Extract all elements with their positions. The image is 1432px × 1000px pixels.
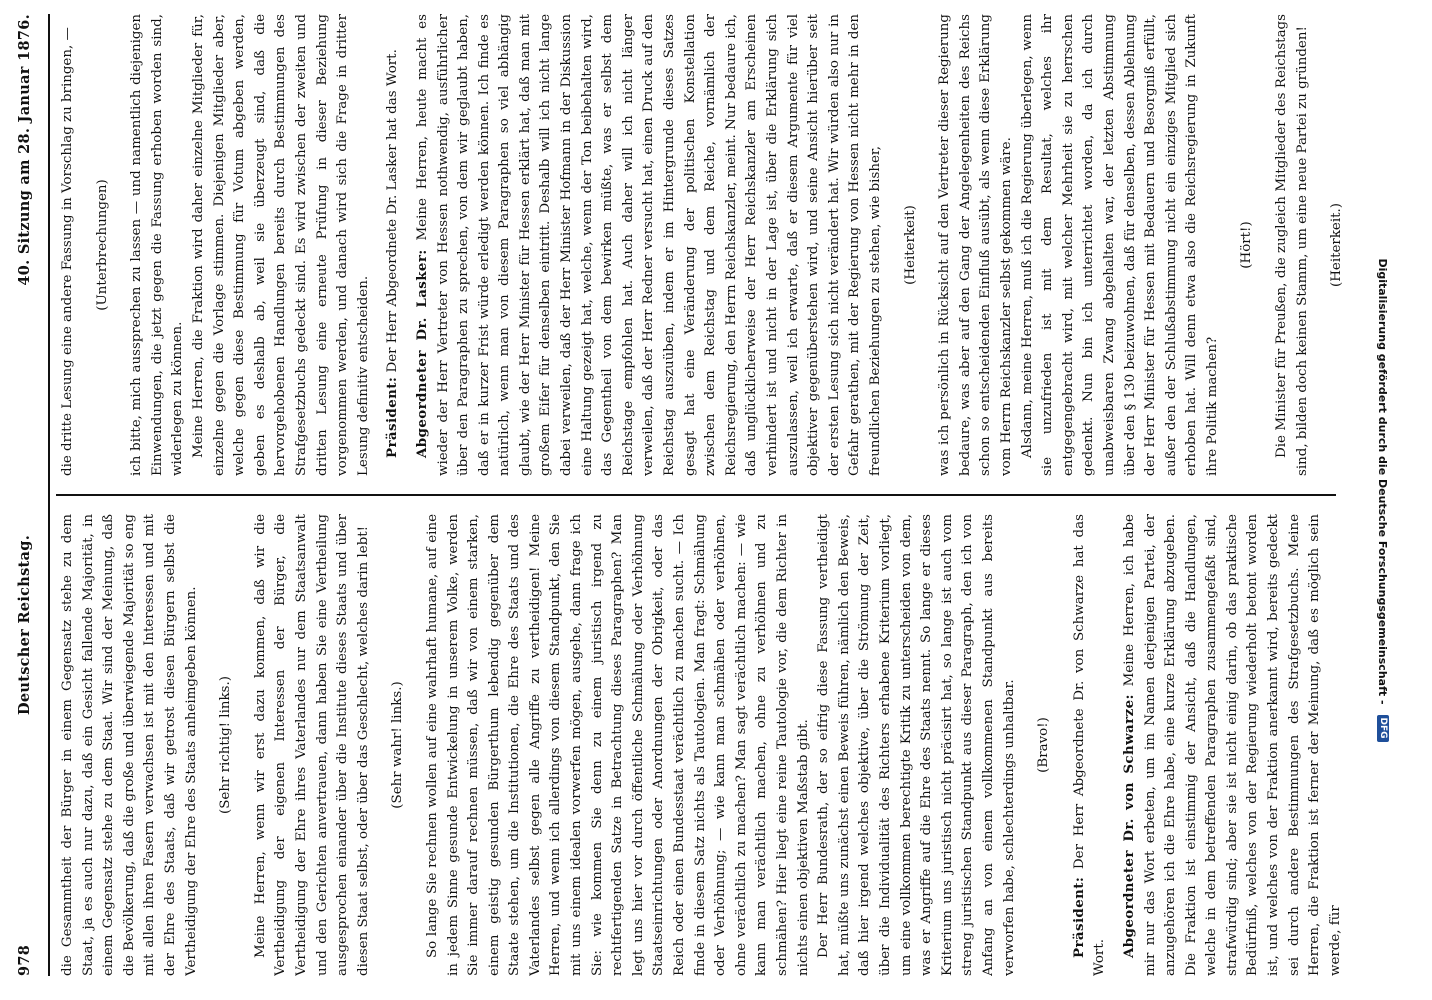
left-paragraph-3: So lange Sie rechnen wollen auf eine wahrhaft humane, auf eine in jedem Sinne gesunde Entwickelung in unserem Volke, werden Sie immer darauf rechnen müssen, daß wir von einem starken, einem geistig gesunden Bürgerthum lebendig gegenüber dem Staate stehen, um die Institutionen, die Ehre des Staats und des Vaterlandes selbst gegen alle Angriffe zu vertheidigen! Meine Herren, und wenn ich allerdings von diesem Standpunkt, den Sie mit uns einem idealen vorwerfen mögen, ausgehe, dann frage ich Sie: wie kommen Sie denn zu einem juristisch irgend zu rechtfertigenden Satze in Betrachtung dieses Paragraphen? Man legt uns hier vor durch öffentliche Schmähung oder Verhöhnung Staatseinrichtungen oder Anordnungen der Obrigkeit, oder das Reich oder einen Bundesstaat verächtlich zu machen sucht. — Ich finde in diesem Satz nichts als Tautologien. Man fragt: Schmähung oder Verhöhnung; — wie kann man schmähen oder verhöhnen, ohne verächtlich zu machen? Man sagt verächtlich machen: — wie kann man verächtlich machen, ohne zu verhöhnen und zu schmähen? Hier liegt eine reine Tautologie vor, die dem Richter in nichts einen objektiven Maßstab gibt.	[424, 514, 811, 976]
president-text-2: Der Herr Abgeordnete Dr. Lasker hat das Wort.	[385, 49, 401, 373]
right-paragraph-5: Alsdann, meine Herren, muß ich die Regierung überlegen, wenn sie unzufrieden ist mit dem Resultat, welches ihr entgegengebracht wird, mit welcher Mehrheit sie zu herrschen gedenkt. Nun bin ich unterrichtet worden, da ich durch unabweisbaren Zwang abgehalten war, der letzten Abstimmung über den § 130 beizuwohnen, daß für denselben, dessen Ablehnung der Herr Minister für Hessen mit Bedauern und Besorgniß erfüllt, außer den der Schlußabstimmung nicht ein einziges Mitglied sich erhoben hat. Will denn etwa also die Reichsregierung in Zukunft ihre Politik machen?	[1019, 14, 1220, 476]
digitization-text: Digitalisierung gefördert durch die Deutsche Forschungsgemeinschaft -	[1376, 258, 1390, 705]
right-paragraph-2: ich bitte, mich aussprechen zu lassen — und namentlich diejenigen Einwendungen, die jetzt gegen die Fassung erhoben worden sind, widerlegen zu können.	[129, 14, 186, 476]
interjection-heiterkeit-2: (Heiterkeit.)	[1329, 203, 1345, 287]
speaker-president-2: Präsident:	[384, 376, 401, 458]
session-date: 40. Sitzung am 28. Januar 1876.	[16, 14, 33, 286]
digitization-note	[1371, 10, 1395, 990]
interjection-sehr-wahr: (Sehr wahr! links.)	[390, 681, 406, 809]
president-statement-right	[382, 14, 404, 476]
president-statement-left	[1069, 514, 1111, 976]
right-paragraph-6: Die Minister für Preußen, die zugleich Mitglieder des Reichstags sind, bilden doch keinen Stamm, um eine neue Partei zu gründen!	[1274, 14, 1310, 476]
column-divider	[56, 495, 1336, 497]
interjection-sehr-richtig: (Sehr richtig! links.)	[218, 676, 234, 814]
header-rule	[48, 14, 50, 976]
speaker-president: Präsident:	[1070, 876, 1087, 958]
speaker-lasker: Abgeordneter Dr. Lasker:	[413, 249, 430, 458]
interjection-heiterkeit: (Heiterkeit)	[902, 205, 918, 285]
journal-title: Deutscher Reichstag.	[16, 534, 33, 716]
right-column	[58, 14, 1348, 476]
left-column	[58, 514, 1348, 976]
interjection-hoert: (Hört!)	[1239, 221, 1255, 269]
page-number: 978	[16, 944, 33, 976]
scanned-page	[16, 14, 1400, 976]
left-paragraph-4: Der Herr Bundesrath, der so eifrig diese Fassung vertheidigt hat, müßte uns zunächst einen Beweis führen, nämlich den Beweis, daß hier irgend welches objektive, über die Strömung der Zeit, über die Individualität des Richters erhabene Kriterium vorliegt, um eine vollkommen berechtigte Kritik zu unterscheiden von dem, was er Angriffe auf die Ehre des Staats nennt. So lange er dieses Kriterium uns juristisch nicht präcisirt hat, so lange ist auch vom streng juristischen Standpunkt aus dieser Paragraph, den ich von Anfang an von einem vollkommenen Standpunkt aus bereits verworfen habe, schlechterdings unhaltbar.	[816, 514, 1017, 976]
interjection-unterbrechungen: (Unterbrechungen)	[94, 179, 110, 311]
lasker-text: Meine Herren, heute macht es wieder der Herr Vertreter von Hessen nothwendig, ausführlicher über den Paragraphen zu sprechen, von dem wir geglaubt haben, daß er in kurzer Frist würde erledigt werden können. Ich finde es natürlich, wenn man von diesem Paragraphen so viel abhängig glaubt, wie der Herr Minister für Hessen erklärt hat, daß man mit großem Eifer für denselben eintritt. Deshalb will ich nicht lange dabei verweilen, daß der Herr Minister Hofmann in der Diskussion eine Haltung gezeigt hat, welche, wenn der Ton beibehalten wird, das Gegentheil von dem bewirken müßte, was er selbst dem Reichstage empfohlen hat. Auch daher will ich nicht länger verweilen, daß der Herr Redner versucht hat, einen Druck auf den Reichstag auszuüben, indem er im Hintergrunde dieses Satzes gesagt hat eine Veränderung der politischen Konstellation zwischen dem Reichstag und dem Reiche, vornämlich der Reichsregierung, den Herrn Reichskanzler, meint. Nur bedaure ich, daß unglücklicherweise der Herr Reichskanzler am Erscheinen verhindert ist und nicht in der Lage ist, über die Erklärung sich auszulassen, weil ich erwarte, daß er diesem Argumente für viel objektiver gegenüberstehen wird, und seine Ansicht hierüber seit der ersten Lesung sich nicht verändert hat. Wir würden also nur in Gefahr gerathen, mit der Regierung von Hessen nicht mehr in den freundlichen Beziehungen zu stehen, wie bisher,	[414, 14, 883, 476]
speech-schwarze	[1119, 514, 1347, 976]
speech-lasker	[412, 14, 887, 476]
dfg-logo-icon: DFG	[1377, 715, 1389, 742]
right-paragraph-4: was ich persönlich in Rücksicht auf den Vertreter dieser Regierung bedaure, was aber auf den Gang der Angelegenheiten des Reichs schon so entscheidenden Einfluß ausübt, als wenn diese Erklärung vom Herrn Reichskanzler selbst gekommen wäre.	[937, 14, 1014, 476]
running-header	[16, 14, 46, 976]
right-paragraph-1: die dritte Lesung eine andere Fassung in Vorschlag zu bringen, —	[60, 27, 75, 476]
schwarze-text: Meine Herren, ich habe mir nur das Wort erbeten, um im Namen derjenigen Partei, der anzugehören ich die Ehre habe, eine kurze Erklärung abzugeben. Die Fraktion ist einstimmig der Ansicht, daß die Handlungen, welche in dem betreffenden Paragraphen zusammengefaßt sind, strafwürdig sind; aber sie ist nicht einig darin, ob das praktische Bedürfniß, welches von der Regierung wiederholt betont worden ist, und welches von der Fraktion anerkannt wird, bereits gedeckt sei durch andere Bestimmungen des Strafgesetzbuchs. Meine Herren, die Fraktion ist ferner der Meinung, daß es möglich sein werde, für	[1121, 514, 1343, 976]
left-paragraph-2: Meine Herren, wenn wir erst dazu kommen, daß wir die Vertheidigung der eigenen Interessen der Bürger, die Vertheidigung der Ehre ihres Vaterlandes nur dem Staatsanwalt und den Gerichten anvertrauen, dann haben Sie eine Vertheilung ausgesprochen einander über die Institute dieses Staats und über diesen Staat selbst, oder über das Geschlecht, welches darin lebt!	[252, 514, 371, 976]
right-paragraph-3: Meine Herren, die Fraktion wird daher einzelne Mitglieder für, einzelne gegen die Vorlage stimmen. Diejenigen Mitglieder aber, welche gegen diese Bestimmung für Votum abgeben werden, geben es deshalb ab, weil sie überzeugt sind, daß die hervorgehobenen Handlungen bereits durch Bestimmungen des Strafgesetzbuchs gedeckt sind. Es wird zwischen der zweiten und dritten Lesung eine erneute Prüfung in dieser Beziehung vorgenommen werden, und danach wird sich die Frage in dritter Lesung definitiv entscheiden.	[190, 14, 371, 476]
president-text: Der Herr Abgeordnete Dr. von Schwarze hat das Wort.	[1071, 514, 1108, 976]
interjection-bravo: (Bravo!)	[1036, 717, 1052, 773]
left-paragraph-1: die Gesammtheit der Bürger in einem Gegensatz stehe zu dem Staat, ja es auch nur dazu, daß ein Gesicht fallende Majorität, in einem Gegensatz stehe zu dem Staat. Wir sind der Meinung, daß die Bevölkerung, daß die große und überwiegende Majorität so eng mit allen ihren Fasern verwachsen ist mit den Interessen und mit der Ehre des Staats, daß wir getrost diesen Bürgern selbst die Vertheidigung der Ehre des Staats anheimgeben können.	[60, 514, 199, 976]
speaker-schwarze: Abgeordneter Dr. von Schwarze:	[1120, 694, 1137, 958]
